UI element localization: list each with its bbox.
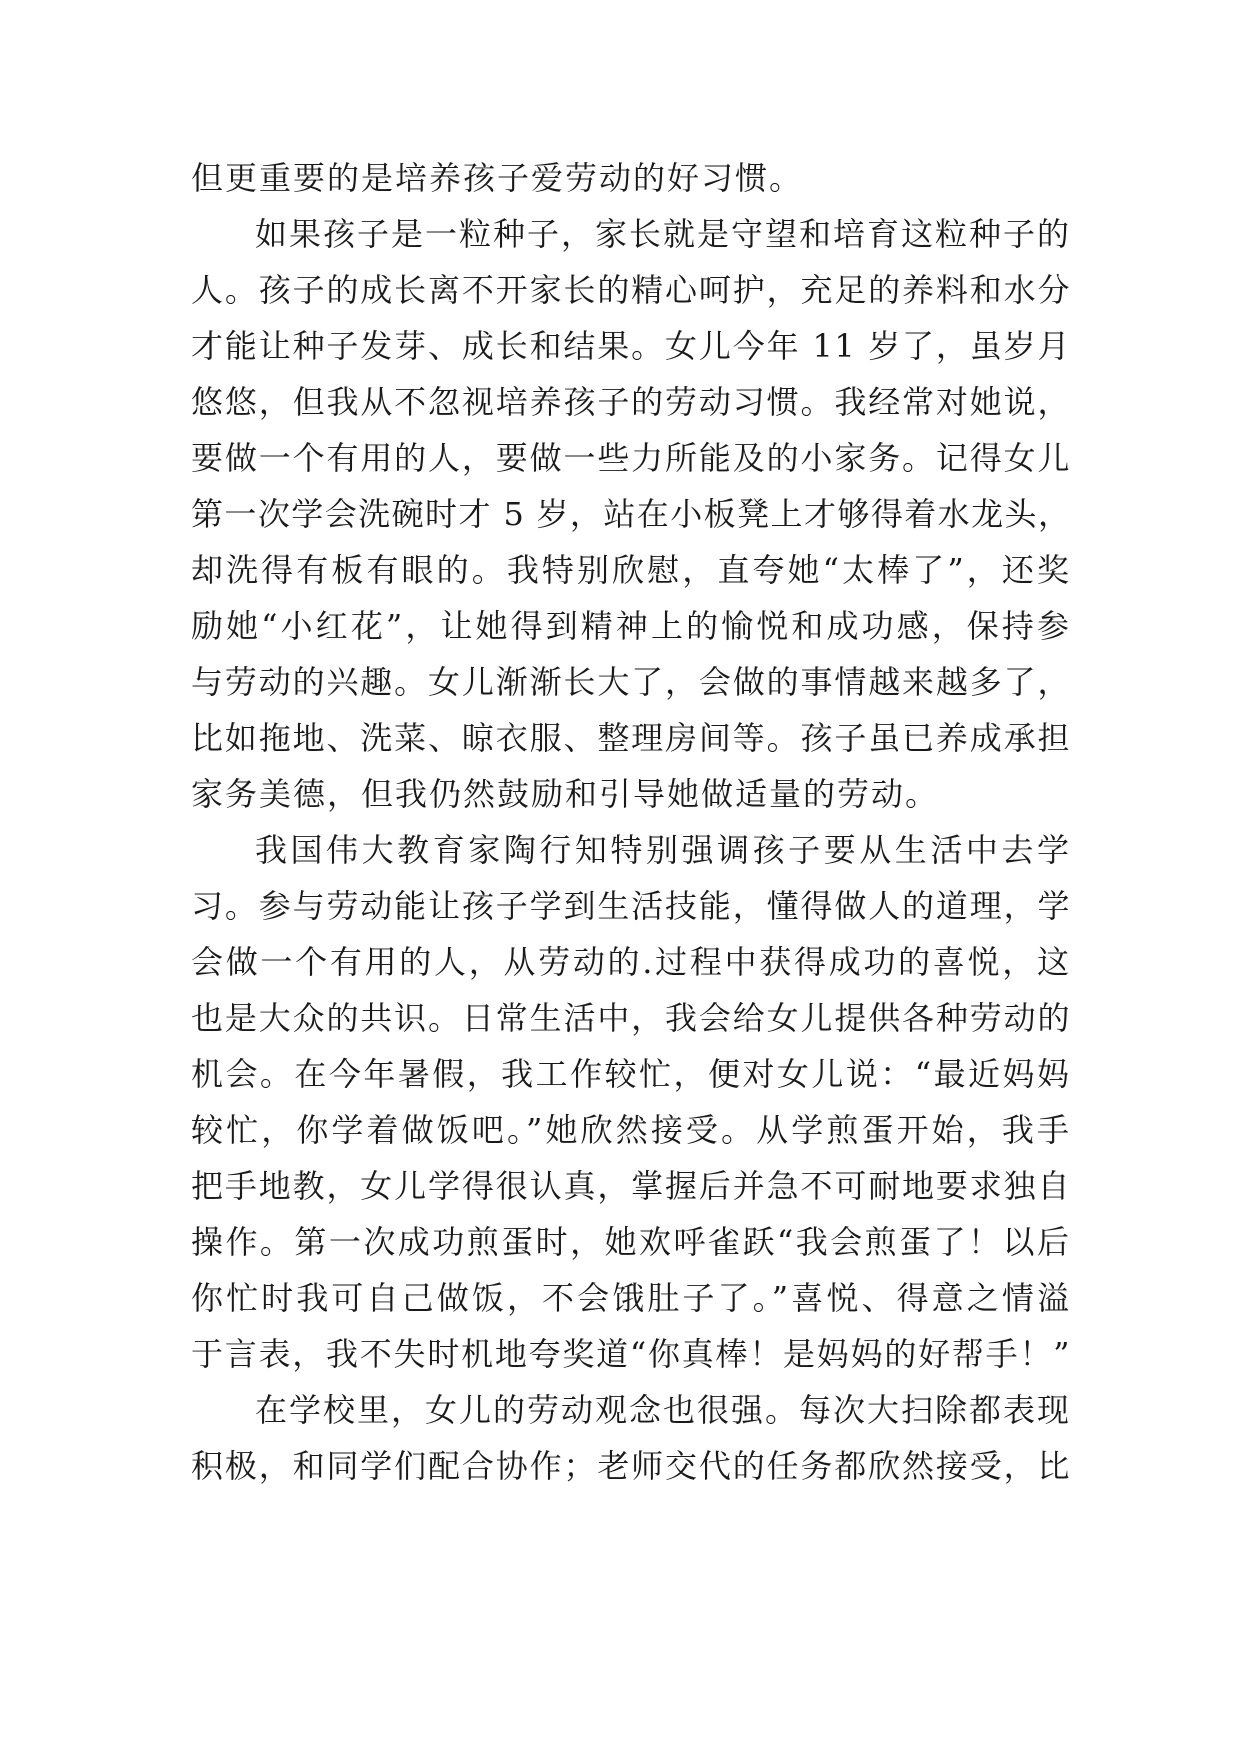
text-line: 第一次学会洗碗时才 5 岁，站在小板凳上才够得着水龙头，: [191, 495, 1071, 533]
text-line: 机会。在今年暑假，我工作较忙，便对女儿说：“最近妈妈: [191, 1055, 1071, 1093]
text-line: 与劳动的兴趣。女儿渐渐长大了，会做的事情越来越多了，: [191, 663, 1071, 701]
text-line: 较忙，你学着做饭吧。”她欣然接受。从学煎蛋开始，我手: [191, 1111, 1071, 1149]
text-line: 家务美德，但我仍然鼓励和引导她做适量的劳动。: [191, 775, 940, 813]
text-line: 在学校里，女儿的劳动观念也很强。每次大扫除都表现: [255, 1391, 1072, 1429]
text-line: 如果孩子是一粒种子，家长就是守望和培育这粒种子的: [255, 215, 1072, 253]
text-line: 于言表，我不失时机地夸奖道“你真棒！是妈妈的好帮手！”: [191, 1335, 1071, 1373]
text-line: 但更重要的是培养孩子爱劳动的好习惯。: [191, 159, 804, 197]
body-text: [191, 150, 1071, 1494]
text-line: 要做一个有用的人，要做一些力所能及的小家务。记得女儿: [191, 439, 1071, 477]
text-line: 习。参与劳动能让孩子学到生活技能，懂得做人的道理，学: [191, 887, 1071, 925]
text-line: 比如拖地、洗菜、晾衣服、整理房间等。孩子虽已养成承担: [191, 719, 1071, 757]
text-line: 才能让种子发芽、成长和结果。女儿今年 11 岁了，虽岁月: [191, 327, 1071, 365]
text-line: 把手地教，女儿学得很认真，掌握后并急不可耐地要求独自: [191, 1167, 1071, 1205]
text-line: 你忙时我可自己做饭，不会饿肚子了。”喜悦、得意之情溢: [191, 1279, 1071, 1317]
text-line: 励她“小红花”，让她得到精神上的愉悦和成功感，保持参: [191, 607, 1071, 645]
text-line: 也是大众的共识。日常生活中，我会给女儿提供各种劳动的: [191, 999, 1071, 1037]
text-line: 却洗得有板有眼的。我特别欣慰，直夸她“太棒了”，还奖: [191, 551, 1071, 589]
text-line: 人。孩子的成长离不开家长的精心呵护，充足的养料和水分: [191, 271, 1071, 309]
text-line: 悠悠，但我从不忽视培养孩子的劳动习惯。我经常对她说，: [191, 383, 1071, 421]
text-line: 我国伟大教育家陶行知特别强调孩子要从生活中去学: [255, 831, 1071, 869]
text-line: 操作。第一次成功煎蛋时，她欢呼雀跃“我会煎蛋了！以后: [191, 1223, 1071, 1261]
text-line: 积极，和同学们配合协作；老师交代的任务都欣然接受，比: [191, 1447, 1071, 1485]
text-line: 会做一个有用的人，从劳动的.过程中获得成功的喜悦，这: [191, 943, 1071, 981]
